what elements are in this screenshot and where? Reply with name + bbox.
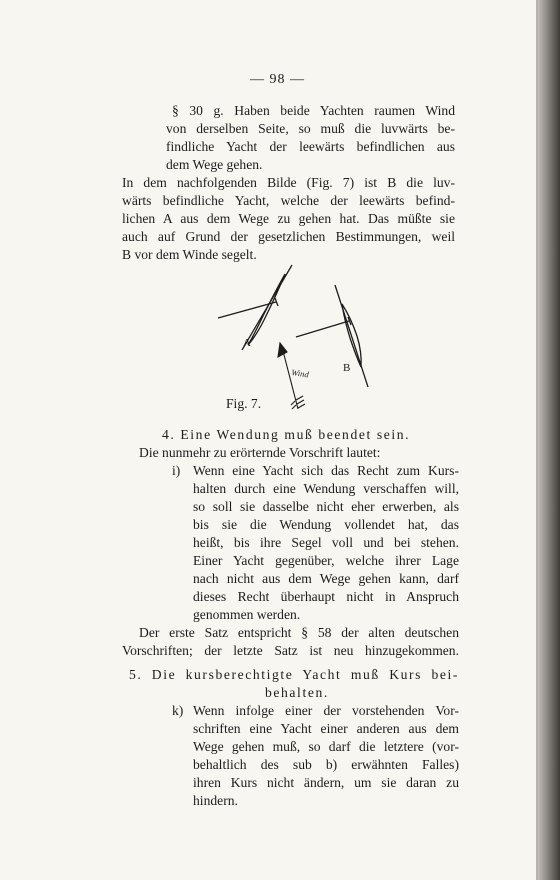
section5-heading-line-2: behalten. (265, 685, 329, 700)
page-number: — 98 — (250, 72, 305, 87)
section4-after-line-1: Der erste Satz entspricht § 58 der alten deutschen (139, 625, 459, 640)
section5-item-line-6: hindern. (193, 793, 238, 808)
para2-line-5: B vor dem Winde segelt. (122, 247, 257, 262)
para1-line-2: von derselben Seite, so muß die luvwärts be- (166, 121, 455, 136)
section5-item-line-2: schriften eine Yacht einer anderen aus dem (193, 721, 459, 736)
yacht-b-label: B (343, 362, 351, 374)
section4-item-line-2: halten durch eine Wendung verschaffen will, (193, 481, 459, 496)
para1-line-1: § 30 g. Haben beide Yachten raumen Wind (172, 103, 455, 118)
section4-item-line-7: nach nicht aus dem Wege gehen kann, darf (193, 571, 459, 586)
para2-line-3: lichen A aus dem Wege zu gehen hat. Das müßte sie (122, 211, 455, 226)
para2-line-2: wärts befindliche Yacht, welche der leewärts befind- (122, 193, 455, 208)
section4-item-marker: i) (172, 463, 181, 478)
section4-item-line-9: genommen werden. (193, 607, 301, 622)
section4-after-line-2: Vorschriften; der letzte Satz ist neu hinzugekommen. (122, 643, 459, 658)
section5-item-line-5: ihren Kurs nicht ändern, um sie daran zu (193, 775, 459, 790)
section5-item-line-1: Wenn infolge einer der vorstehenden Vor- (193, 703, 459, 718)
section4-item-line-1: Wenn eine Yacht sich das Recht zum Kurs- (193, 463, 459, 478)
section4-item-line-8: dieses Recht überhaupt nicht in Anspruch (193, 589, 459, 604)
para1-line-4: dem Wege gehen. (166, 157, 263, 172)
section4-intro: Die nunmehr zu erörternde Vorschrift lautet: (139, 445, 381, 460)
section5-item-marker: k) (172, 703, 184, 718)
section5-heading-line-1: 5. Die kursberechtigte Yacht muß Kurs bei- (129, 667, 459, 682)
section5-item-line-3: Wege gehen muß, so darf die letztere (vor- (193, 739, 459, 754)
figure-caption: Fig. 7. (226, 396, 262, 411)
para2-line-1: In dem nachfolgenden Bilde (Fig. 7) ist B die luv- (122, 175, 455, 190)
section5-item-line-4: behaltlich des sub b) erwähnten Falles) (193, 757, 459, 772)
wind-label: Wind (290, 367, 310, 380)
yacht-a-label: A (243, 337, 251, 349)
section4-heading: 4. Eine Wendung muß beendet sein. (162, 427, 411, 442)
section4-item-line-5: heißt, bis ihre Segel voll und bei stehen. (193, 535, 459, 550)
section4-item-line-6: Einer Yacht gegenüber, welche ihrer Lage (193, 553, 459, 568)
section4-item-line-4: bis sie die Wendung vollendet hat, das (193, 517, 459, 532)
para1-line-3: findliche Yacht der leewärts befindlichen aus (166, 139, 455, 154)
para2-line-4: auch auf Grund der gesetzlichen Bestimmungen, weil (122, 229, 455, 244)
yacht-a (218, 265, 292, 350)
section4-item-line-3: so soll sie dasselbe nicht eher erwerben, als (193, 499, 459, 514)
